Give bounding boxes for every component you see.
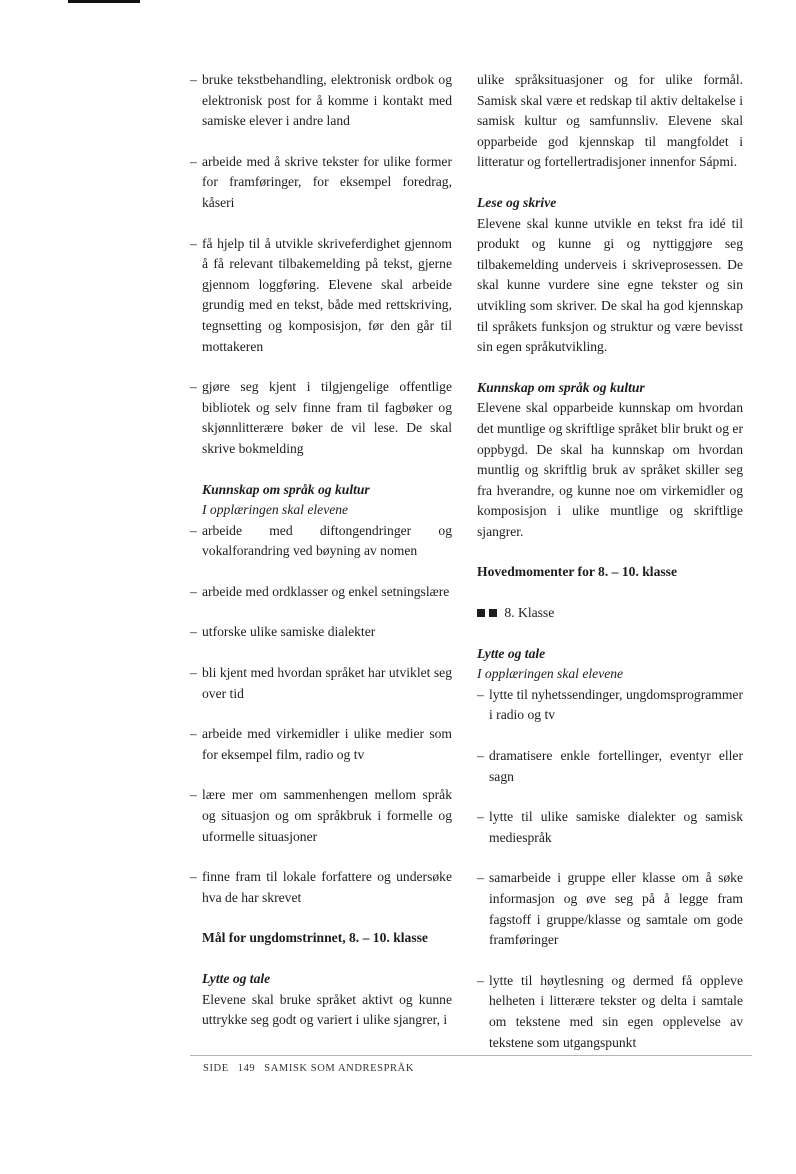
list-item: – lytte til ulike samiske dialekter og samisk mediespråk	[477, 809, 743, 845]
list-item: – gjøre seg kjent i tilgjengelige offentlige bibliotek og selv finne fram til fagbøker og skjønnlitterære bøker de vil lese. De skal skrive bokmelding	[190, 379, 452, 456]
page-footer	[203, 1063, 423, 1074]
list-item: – bli kjent med hvordan språket har utviklet seg over tid	[190, 665, 452, 701]
list-item: – lytte til høytlesning og dermed få oppleve helheten i litterære tekster og delta i samtale om tekstene med sin egen opplevelse av tekstene som utgangspunkt	[477, 972, 743, 1050]
footer-title: SAMISK SOM ANDRESPRÅK	[264, 1063, 415, 1074]
subheading: Lytte og tale	[202, 971, 271, 986]
list-item: – lytte til nyhetssendinger, ungdomsprogrammer i radio og tv	[477, 686, 743, 723]
page-number: 149	[237, 1063, 256, 1074]
list-item: – arbeide med virkemidler i ulike medier som for eksempel film, radio og tv	[190, 726, 452, 762]
section-intro: I opplæringen skal elevene	[477, 666, 624, 682]
right-column	[477, 70, 743, 1053]
list-item: – dramatisere enkle fortellinger, eventyr eller sagn	[477, 748, 743, 784]
paragraph: Elevene skal bruke språket aktivt og kunne uttrykke seg godt og variert i ulike sjangrer, i	[202, 991, 452, 1028]
list-item: – finne fram til lokale forfattere og undersøke hva de har skrevet	[190, 869, 452, 905]
paragraph: Elevene skal kunne utvikle en tekst fra idé til produkt og kunne gi og nyttiggjøre seg tilbakemelding underveis i skriveprosessen. De skal kunne vurdere sine egne tekster og sin utvikling som skriver. De skal ha god kjennskap til språkets funksjon og struktur og være bevisst sin egen språkutvikling.	[477, 215, 743, 355]
section-heading: Hovedmomenter for 8. – 10. klasse	[477, 564, 677, 580]
footer-rule	[190, 1055, 752, 1056]
section-intro: I opplæringen skal elevene	[202, 502, 349, 518]
footer-side-label: SIDE	[203, 1063, 229, 1074]
list-item: – samarbeide i gruppe eller klasse om å søke informasjon og øve seg på å legge fram fagstoff i gruppe/klasse og samtale om gode framføringer	[477, 870, 743, 948]
square-bullet-icon	[477, 609, 485, 617]
left-column	[190, 70, 452, 1031]
square-bullet-icon	[489, 609, 497, 617]
list-item: – utforske ulike samiske dialekter	[190, 624, 376, 640]
list-item: – bruke tekstbehandling, elektronisk ordbok og elektronisk post for å komme i kontakt med samiske elever i andre land	[190, 72, 452, 129]
list-item: – få hjelp til å utvikle skriveferdighet gjennom å få relevant tilbakemelding på tekst, gjerne gjennom loggføring. Elevene skal arbeide grundig med en tekst, både med rettskriving, tegnsetting og komposisjon, før den går til mottakeren	[190, 235, 452, 354]
subheading: Lytte og tale	[477, 645, 546, 661]
list-item: – arbeide med ordklasser og enkel setningslære	[190, 583, 450, 599]
grade-label-row	[477, 603, 743, 624]
top-rule	[68, 0, 140, 3]
list-item: – arbeide med å skrive tekster for ulike former for framføringer, for eksempel foredrag, kåseri	[190, 153, 452, 210]
section-heading: Mål for ungdomstrinnet, 8. – 10. klasse	[202, 930, 428, 946]
list-item: – arbeide med diftongendringer og vokalforandring ved bøyning av nomen	[190, 522, 452, 559]
subheading: Lese og skrive	[477, 194, 557, 210]
grade-label: 8. Klasse	[504, 605, 555, 621]
paragraph: Elevene skal opparbeide kunnskap om hvordan det muntlige og skriftlige språket blir brukt og er oppbygd. De skal ha kunnskap om hvordan muntlig og skriftlig bruk av språket skiller seg fra hverandre, og kunne noe om virkemidler og komposisjon i ulike muntlige og skriftlige sjangrer.	[477, 400, 743, 539]
list-item: – lære mer om sammenhengen mellom språk og situasjon og om språkbruk i formelle og uformelle situasjoner	[190, 787, 452, 844]
subheading: Kunnskap om språk og kultur	[477, 379, 645, 395]
section-title: Kunnskap om språk og kultur	[202, 481, 370, 497]
paragraph: ulike språksituasjoner og for ulike formål. Samisk skal være et redskap til aktiv deltakelse i samisk kultur og samfunnsliv. Elevene skal opparbeide god kjennskap til mangfoldet i litteratur og fortellertradisjoner innenfor Sápmi.	[477, 72, 743, 170]
